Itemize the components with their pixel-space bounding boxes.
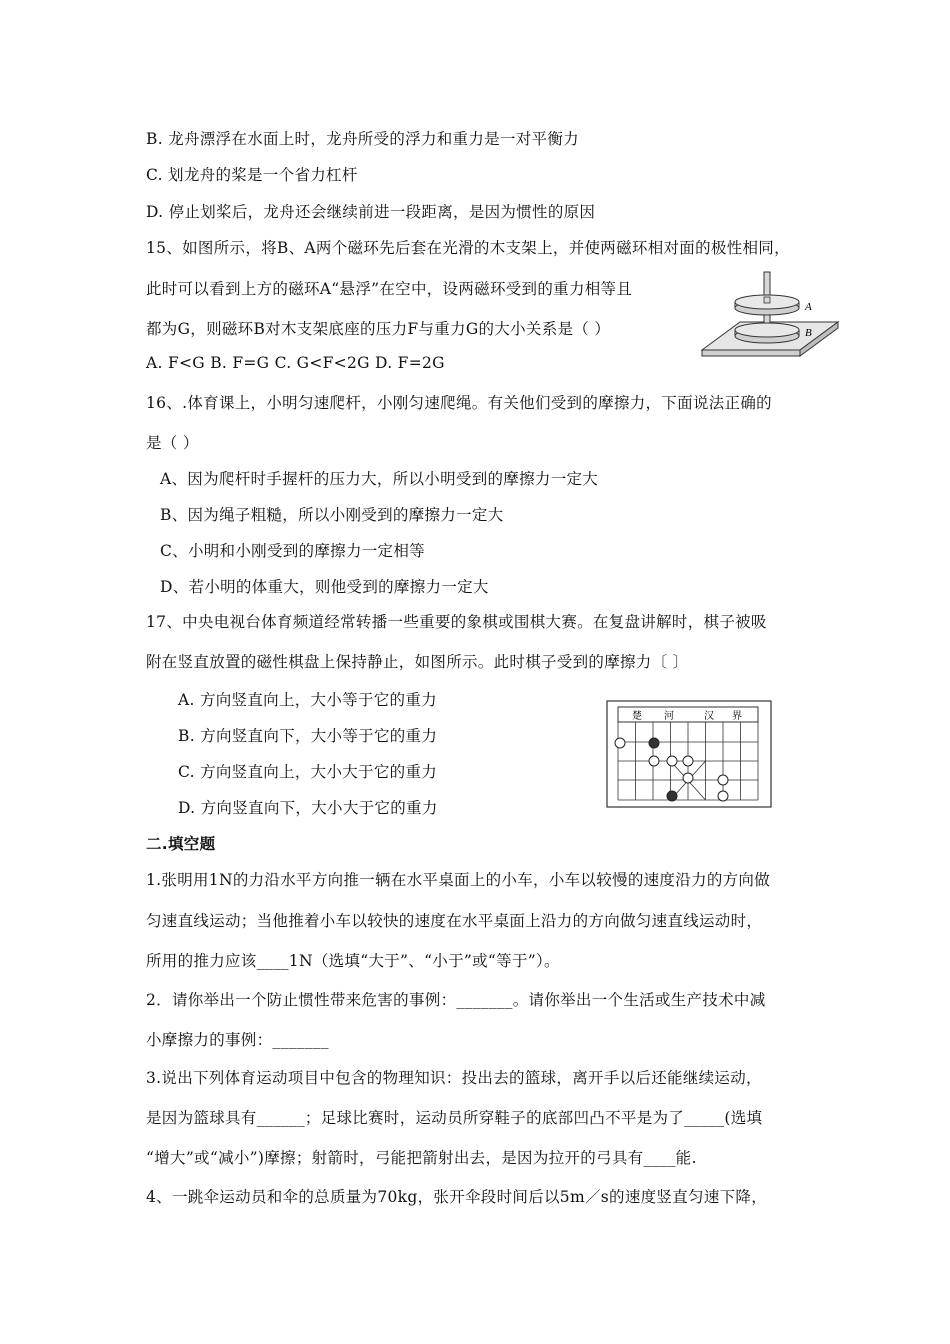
chess-board-figure bbox=[606, 700, 772, 808]
question-17-line-1: 17、中央电视台体育频道经常转播一些重要的象棋或围棋大赛。在复盘讲解时，棋子被吸 bbox=[146, 613, 767, 631]
option-17b: B. 方向竖直向下，大小等于它的重力 bbox=[178, 727, 438, 745]
fill-2-line-2: 小摩擦力的事例：_______ bbox=[146, 1031, 329, 1049]
label-a: A bbox=[805, 301, 812, 313]
river-char-1: 楚 bbox=[632, 711, 642, 722]
question-17-line-2: 附在竖直放置的磁性棋盘上保持静止，如图所示。此时棋子受到的摩擦力〔 〕 bbox=[146, 653, 689, 671]
option-17d: D. 方向竖直向下，大小大于它的重力 bbox=[178, 799, 438, 817]
option-16b: B、因为绳子粗糙，所以小刚受到的摩擦力一定大 bbox=[160, 506, 504, 524]
river-char-4: 界 bbox=[732, 711, 742, 722]
question-15-line-1: 15、如图所示，将B、A两个磁环先后套在光滑的木支架上，并使两磁环相对面的极性相同， bbox=[146, 239, 790, 257]
option-16a: A、因为爬杆时手握杆的压力大，所以小明受到的摩擦力一定大 bbox=[160, 470, 599, 488]
section-heading-fill-in: 二.填空题 bbox=[146, 835, 216, 853]
river-char-2: 河 bbox=[664, 711, 674, 722]
option-17a: A. 方向竖直向上，大小等于它的重力 bbox=[178, 691, 437, 709]
option-14c: C. 划龙舟的桨是一个省力杠杆 bbox=[146, 166, 358, 184]
question-15-line-2: 此时可以看到上方的磁环A“悬浮”在空中，设两磁环受到的重力相等且 bbox=[146, 280, 633, 298]
option-14d: D. 停止划桨后，龙舟还会继续前进一段距离，是因为惯性的原因 bbox=[146, 203, 596, 221]
fill-3-line-1: 3.说出下列体育运动项目中包含的物理知识：投出去的篮球，离开手以后还能继续运动， bbox=[146, 1069, 762, 1087]
magnet-rings-figure bbox=[700, 270, 840, 362]
option-16c: C、小明和小刚受到的摩擦力一定相等 bbox=[160, 542, 425, 560]
fill-3-line-2: 是因为篮球具有______；足球比赛时，运动员所穿鞋子的底部凹凸不平是为了_____(选填 bbox=[146, 1109, 763, 1127]
question-16-line-1: 16、.体育课上，小明匀速爬杆，小刚匀速爬绳。有关他们受到的摩擦力，下面说法正确的 bbox=[146, 394, 772, 412]
label-b: B bbox=[805, 327, 812, 339]
option-14b: B. 龙舟漂浮在水面上时，龙舟所受的浮力和重力是一对平衡力 bbox=[146, 130, 579, 148]
option-17c: C. 方向竖直向上，大小大于它的重力 bbox=[178, 763, 438, 781]
fill-3-line-3: “增大”或“减小”)摩擦；射箭时，弓能把箭射出去，是因为拉开的弓具有____能. bbox=[146, 1149, 697, 1167]
fill-1-line-3: 所用的推力应该____1N（选填“大于”、“小于”或“等于”）。 bbox=[146, 952, 560, 970]
question-16-line-2: 是（ ） bbox=[146, 434, 199, 452]
fill-2-line-1: 2．请你举出一个防止惯性带来危害的事例：_______。请你举出一个生活或生产技术中减 bbox=[146, 991, 766, 1009]
fill-1-line-2: 匀速直线运动；当他推着小车以较快的速度在水平桌面上沿力的方向做匀速直线运动时， bbox=[146, 912, 763, 930]
question-15-line-3: 都为G，则磁环B对木支架底座的压力F与重力G的大小关系是（ ） bbox=[146, 320, 611, 338]
river-char-3: 汉 bbox=[704, 711, 714, 722]
question-15-options: A. F<G B. F=G C. G<F<2G D. F=2G bbox=[146, 354, 445, 372]
fill-1-line-1: 1.张明用1N的力沿水平方向推一辆在水平桌面上的小车，小车以较慢的速度沿力的方向做 bbox=[146, 871, 771, 889]
option-16d: D、若小明的体重大，则他受到的摩擦力一定大 bbox=[160, 578, 489, 596]
fill-4-line-1: 4、一跳伞运动员和伞的总质量为70kg，张开伞段时间后以5m／s的速度竖直匀速下降， bbox=[146, 1188, 768, 1206]
